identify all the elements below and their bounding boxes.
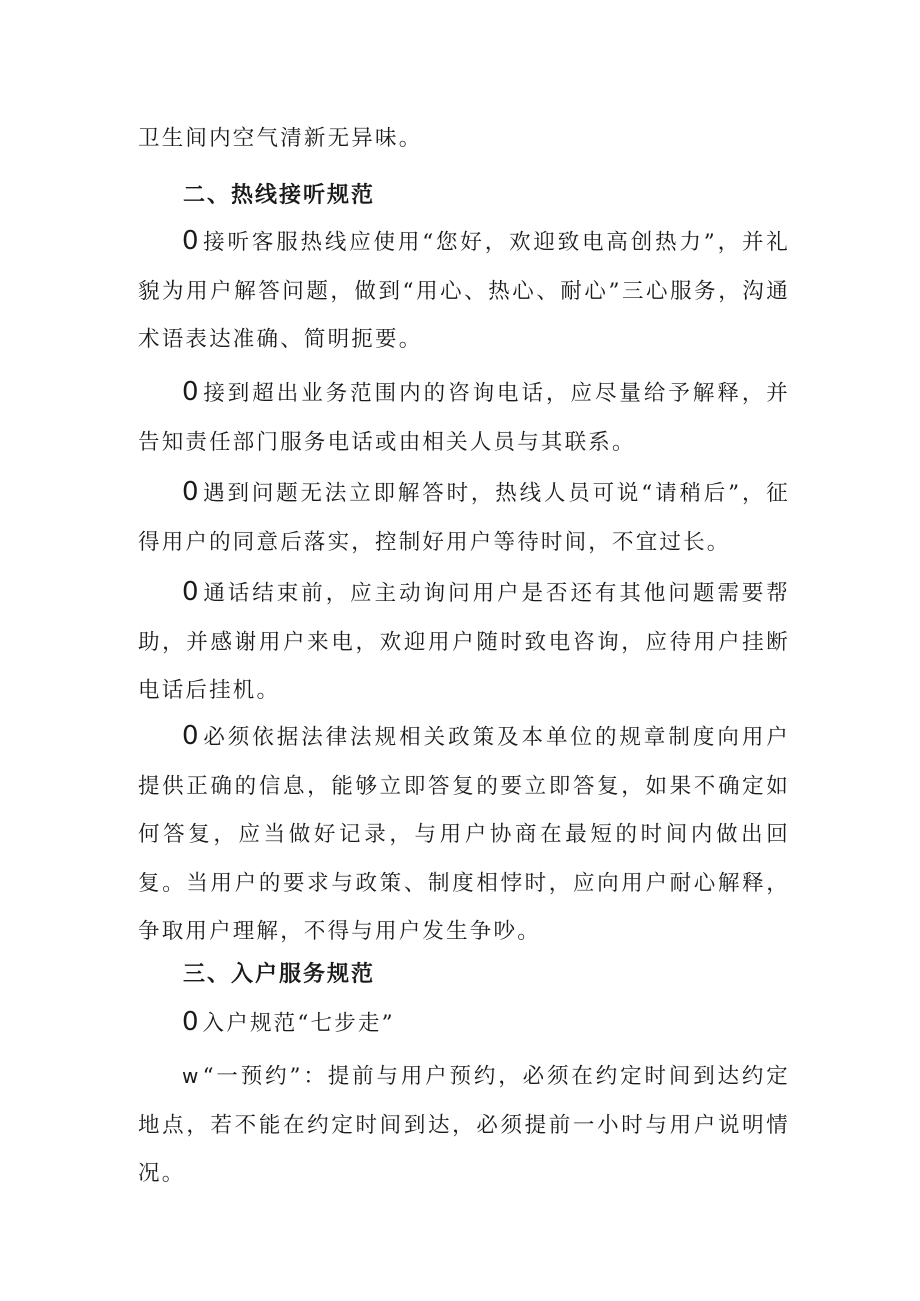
- bullet-marker: 0: [182, 477, 199, 507]
- section-heading-hotline: 二、热线接听规范: [183, 183, 376, 208]
- bullet-marker: 0: [182, 377, 199, 407]
- paragraph-hotline-policy: 0 必须依据法律法规相关政策及本单位的规章制度向用户提供正确的信息，能够立即答复的要立即答复，如果不确定如何答复，应当做好记录，与用户协商在最短的时间内做出回复。当用户的要求与政策、制度相悖时，应向用户耐心解释，争取用户理解，不得与用户发生争吵。: [138, 721, 790, 944]
- bullet-marker: 0: [182, 721, 199, 751]
- paragraph-appointment: w“一预约”：提前与用户预约，必须在约定时间到达约定地点，若不能在约定时间到达，必须提前一小时与用户说明情况。: [138, 1064, 790, 1186]
- paragraph-hotline-wait: 0 遇到问题无法立即解答时，热线人员可说“请稍后”，征得用户的同意后落实，控制好用户等待时间，不宜过长。: [138, 477, 790, 555]
- bullet-marker: 0: [182, 577, 199, 607]
- bullet-marker: 0: [182, 226, 199, 256]
- bullet-marker: 0: [182, 1007, 199, 1037]
- paragraph-hotline-greeting: 0 接听客服热线应使用“您好，欢迎致电高创热力”，并礼貌为用户解答问题，做到“用心、热心、耐心”三心服务，沟通术语表达准确、简明扼要。: [138, 226, 790, 352]
- paragraph-restroom: 卫生间内空气清新无异味。: [138, 126, 423, 151]
- paragraph-hotline-closing: 0 通话结束前，应主动询问用户是否还有其他问题需要帮助，并感谢用户来电，欢迎用户随时致电咨询，应待用户挂断电话后挂机。: [138, 577, 790, 703]
- paragraph-hotline-out-of-scope: 0 接到超出业务范围内的咨询电话，应尽量给予解释，并告知责任部门服务电话或由相关人员与其联系。: [138, 377, 790, 455]
- section-heading-home-service: 三、入户服务规范: [183, 962, 376, 987]
- step-marker: w: [182, 1064, 201, 1088]
- paragraph-seven-steps: 0 入户规范“七步走”: [182, 1007, 395, 1037]
